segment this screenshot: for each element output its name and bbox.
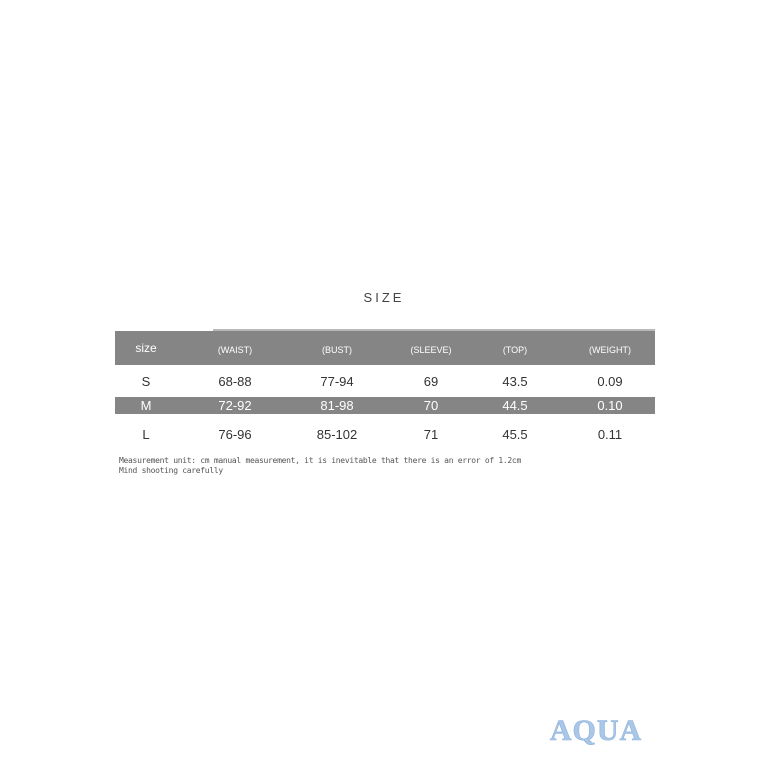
cell-weight: 0.11 (597, 427, 623, 442)
cell-sleeve: 69 (423, 374, 439, 389)
cell-top: 45.5 (502, 427, 528, 442)
header-bust: (BUST) (322, 345, 352, 355)
cell-waist: 72-92 (218, 398, 252, 413)
cell-size: L (142, 427, 150, 442)
header-size: size (135, 341, 157, 355)
cell-sleeve: 71 (423, 427, 439, 442)
cell-weight: 0.10 (597, 398, 623, 413)
cell-bust: 81-98 (320, 398, 354, 413)
table-row-m (115, 397, 655, 414)
header-top: (TOP) (502, 345, 528, 355)
table-header-row (115, 331, 655, 365)
cell-weight: 0.09 (597, 374, 623, 389)
cell-top: 43.5 (502, 374, 528, 389)
header-weight: (WEIGHT) (589, 345, 631, 355)
cell-top: 44.5 (502, 398, 528, 413)
table-row-l (115, 424, 655, 446)
cell-size: S (141, 374, 151, 389)
cell-size: M (140, 398, 152, 413)
header-waist: (WAIST) (217, 345, 253, 355)
measurement-note: Measurement unit: cm manual measurement, it is inevitable that there is an error of 1.2cm (119, 456, 521, 465)
logo-text: AQUA (549, 714, 643, 745)
cell-bust: 77-94 (320, 374, 354, 389)
cell-waist: 76-96 (218, 427, 252, 442)
cell-sleeve: 70 (423, 398, 439, 413)
aqua-logo (541, 711, 651, 745)
header-sleeve: (SLEEVE) (410, 345, 452, 355)
cell-waist: 68-88 (218, 374, 252, 389)
size-chart-title: SIZE (363, 290, 405, 305)
shooting-note: Mind shooting carefully (119, 466, 223, 475)
cell-bust: 85-102 (316, 427, 358, 442)
table-row-s (115, 371, 655, 393)
